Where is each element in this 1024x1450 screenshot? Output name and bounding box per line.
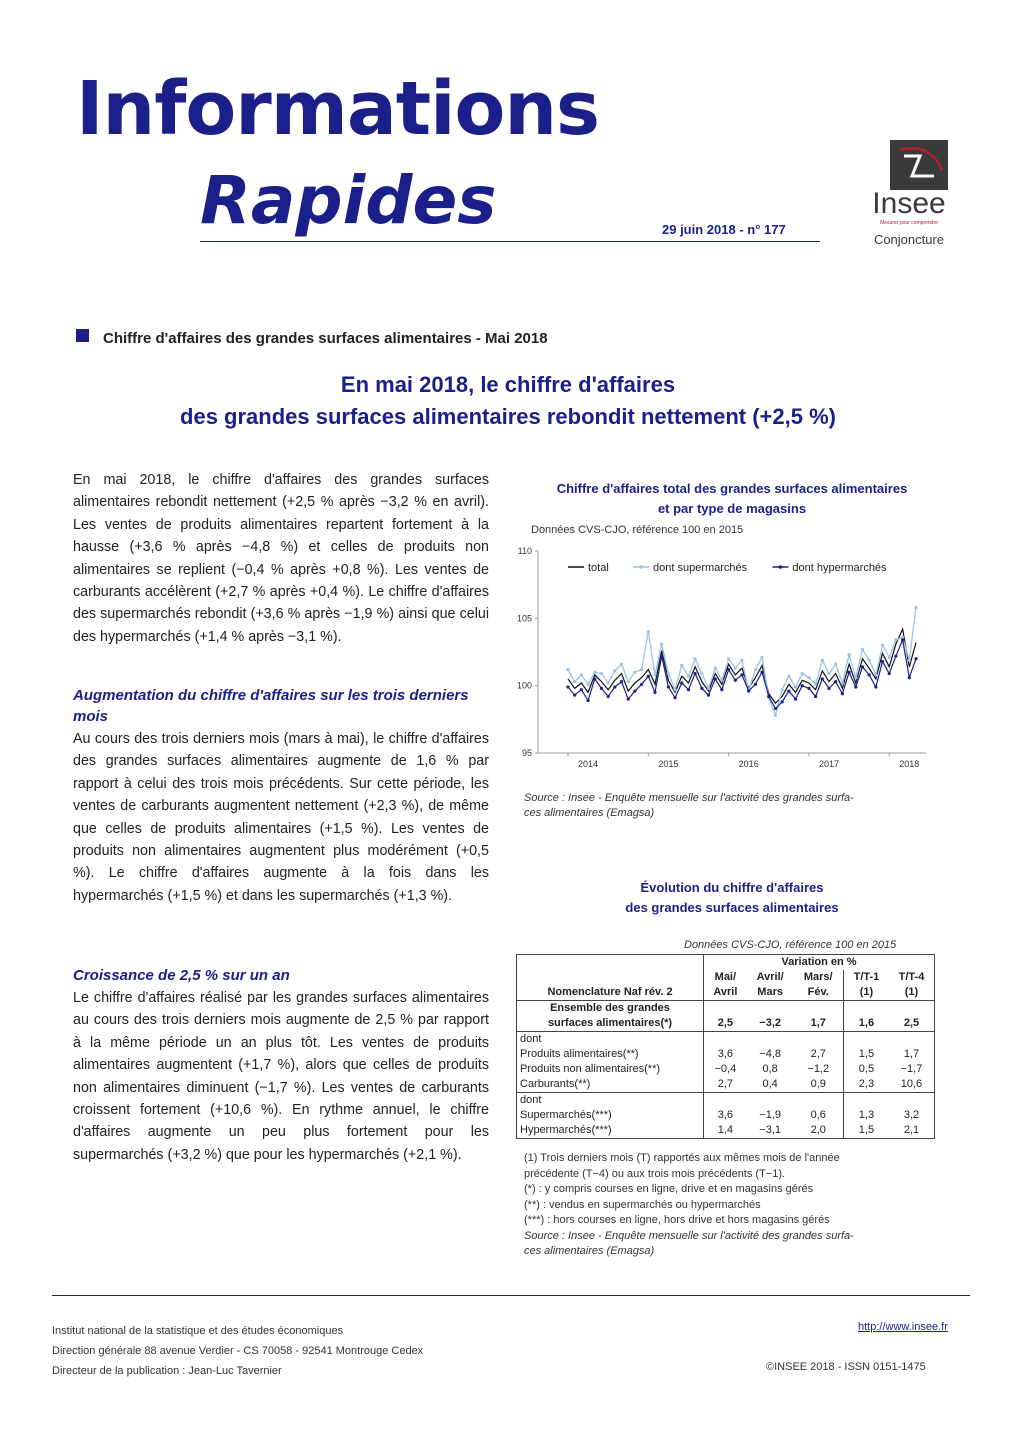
series-1-point: [633, 671, 636, 674]
series-2-point: [901, 638, 904, 641]
masthead-title-informations: Informations: [76, 66, 600, 152]
insee-logo-name: Insee: [872, 187, 946, 220]
series-2-point: [707, 693, 710, 696]
series-1-point: [707, 687, 710, 690]
y-tick-label: 110: [517, 546, 532, 556]
y-tick-label: 105: [516, 613, 532, 624]
series-2-point: [740, 673, 743, 676]
series-2-point: [754, 683, 757, 686]
series-2-point: [747, 689, 750, 692]
series-1-point: [787, 675, 790, 678]
series-2-point: [620, 680, 623, 683]
footer-rule: [52, 1295, 970, 1296]
table-row-fuel: Carburants(**) 2,7 0,4 0,9 2,3 10,6: [517, 1077, 935, 1093]
series-1-point: [566, 668, 569, 671]
chart-source-line-1: Source : Insee - Enquête mensuelle sur l'activité des grandes surfa-: [524, 792, 854, 804]
series-1-point: [854, 676, 857, 679]
table-title-line-2: des grandes surfaces alimentaires: [625, 900, 839, 915]
footnote-2: (*) : y compris courses en ligne, drive et en magasins gérés: [524, 1183, 814, 1196]
table-source-line-2: ces alimentaires (Emagsa): [524, 1244, 655, 1257]
series-2-point: [580, 688, 583, 691]
footer-url-link[interactable]: http://www.insee.fr: [858, 1321, 948, 1333]
table-row-total: Ensemble des grandes surfaces alimentaires(*) 2,5 −3,2 1,7 1,6 2,5: [517, 1001, 935, 1032]
y-tick-label: 100: [516, 680, 532, 691]
series-2-point: [914, 657, 917, 660]
series-2-point: [586, 699, 589, 702]
series-1-point: [881, 644, 884, 647]
series-1-point: [841, 681, 844, 684]
series-1-point: [794, 685, 797, 688]
group-header: Variation en %: [704, 955, 935, 971]
paragraph-one-year: Le chiffre d'affaires réalisé par les grandes surfaces alimentaires au cours des trois derniers mois augmente de 2,5 % par rapport à la même période un an plus tôt. Les ventes de produits alimentaires augmentent (+1,7 %), alors que celles de produits non alimentaires diminuent (−1,7 %). Les ventes de carburants croissent fortement (+10,6 %). En rythme annuel, le chiffre d'affaires augmente un peu plus fortement pour les supermarchés (+3,2 %) que pour les hypermarchés (+2,1 %).: [73, 990, 489, 1163]
series-1-point: [667, 672, 670, 675]
series-2-point: [627, 698, 630, 701]
series-2-point: [814, 695, 817, 698]
series-1-point: [740, 658, 743, 661]
series-1-point: [734, 667, 737, 670]
series-2-point: [573, 693, 576, 696]
table-row-nonfood: Produits non alimentaires(**) −0,4 0,8 −1,2 0,5 −1,7: [517, 1062, 935, 1077]
series-2-point: [687, 688, 690, 691]
series-2-point: [868, 673, 871, 676]
series-2-point: [908, 676, 911, 679]
series-1-point: [781, 688, 784, 691]
series-2-point: [774, 707, 777, 710]
series-2-point: [700, 687, 703, 690]
table-header-row-2: Mai/ Avril Avril/ Mars Mars/ Fév. T/T-1 (1) T/T-4 (1): [517, 970, 935, 1001]
series-2-point: [760, 671, 763, 674]
series-1-point: [647, 630, 650, 633]
series-1-point: [821, 658, 824, 661]
series-2-point: [727, 668, 730, 671]
series-1-point: [720, 679, 723, 682]
series-1-point: [908, 658, 911, 661]
table-row-dont-1: dont: [517, 1032, 935, 1048]
series-1-point: [600, 672, 603, 675]
paragraph-intro: En mai 2018, le chiffre d'affaires des grandes surfaces alimentaires rebondit nettement (+2,5 % après −3,2 % en avril). Les ventes de produits alimentaires repartent fortement à la hausse (+3,6 % après −4,8 %) et celles de produits non alimentaires se replient (−0,4 % après +0,8 %). Les ventes de carburants accélèrent (+2,7 % après +0,4 %). Le chiffre d'affaires des supermarchés rebondit (+3,6 % après −1,9 %) ainsi que celui des hypermarchés (+1,4 % après −3,1 %).: [73, 472, 489, 645]
subheading-one-year: Croissance de 2,5 % sur un an: [73, 967, 290, 984]
chart-title-line-2: et par type de magasins: [657, 501, 807, 516]
series-2-point: [694, 672, 697, 675]
series-2-point: [854, 685, 857, 688]
line-chart: [516, 541, 936, 776]
chart-title-line-1: Chiffre d'affaires total des grandes surfaces alimentaires: [556, 481, 908, 496]
series-1-point: [827, 672, 830, 675]
x-tick-label: 2014: [578, 759, 599, 769]
kicker: Chiffre d'affaires des grandes surfaces alimentaires - Mai 2018: [103, 330, 548, 347]
series-1-point: [847, 653, 850, 656]
insee-logo-tagline: Mesurer pour comprendre: [880, 220, 938, 226]
footer-line-1: Institut national de la statistique et des études économiques: [52, 1325, 344, 1337]
legend-label-0: total: [588, 562, 609, 574]
insee-logo-subtitle: Conjoncture: [873, 232, 945, 247]
series-1-point: [700, 672, 703, 675]
series-1-point: [627, 680, 630, 683]
series-1-point: [580, 673, 583, 676]
row-header: Nomenclature Naf rév. 2: [517, 955, 704, 1001]
table-row-hypermarkets: Hypermarchés(***) 1,4 −3,1 2,0 1,5 2,1: [517, 1123, 935, 1139]
issue-date: 29 juin 2018 - n° 177: [662, 222, 786, 237]
chart-source: [524, 791, 854, 821]
series-1-point: [801, 672, 804, 675]
series-2-point: [781, 700, 784, 703]
series-2-point: [834, 680, 837, 683]
table-source-line-1: Source : Insee - Enquête mensuelle sur l'activité des grandes surfa-: [524, 1229, 854, 1242]
x-tick-label: 2015: [658, 759, 679, 769]
series-1-point: [774, 714, 777, 717]
x-tick-label: 2018: [899, 759, 920, 769]
masthead-title-rapides: Rapides: [200, 162, 497, 239]
series-1-point: [593, 671, 596, 674]
series-2-point: [667, 685, 670, 688]
series-1-point: [613, 669, 616, 672]
series-2-point: [794, 698, 797, 701]
legend-marker-1: [639, 565, 643, 569]
series-2-point: [714, 677, 717, 680]
series-1-point: [834, 663, 837, 666]
headline-line-1: En mai 2018, le chiffre d'affaires: [340, 372, 676, 397]
table-header-row-1: [517, 955, 935, 971]
series-2-point: [593, 677, 596, 680]
series-1-point: [680, 664, 683, 667]
series-2-point: [647, 675, 650, 678]
table-row-dont-2: dont: [517, 1093, 935, 1109]
masthead-rule: [200, 241, 820, 242]
series-2-point: [821, 677, 824, 680]
series-2-point: [807, 687, 810, 690]
table-footnotes: [524, 1151, 854, 1259]
series-2-point: [600, 687, 603, 690]
series-2-point: [827, 687, 830, 690]
footer-address: [52, 1321, 423, 1381]
footnote-4: (***) : hors courses en ligne, hors drive et hors magasins gérés: [524, 1214, 830, 1227]
series-1-point: [714, 667, 717, 670]
series-2-point: [841, 692, 844, 695]
series-2-point: [801, 684, 804, 687]
series-1-point: [861, 648, 864, 651]
series-2-point: [861, 665, 864, 668]
legend-label-1: dont supermarchés: [653, 562, 748, 574]
series-1-point: [586, 683, 589, 686]
kicker-bullet-icon: [76, 329, 89, 342]
table-title-line-1: Évolution du chiffre d'affaires: [640, 880, 824, 895]
series-1-point: [640, 668, 643, 671]
legend-label-2: dont hypermarchés: [792, 562, 887, 574]
footnote-1b: précédente (T−4) ou aux trois mois précédents (T−1).: [524, 1167, 786, 1180]
series-1-point: [620, 663, 623, 666]
series-2-point: [847, 671, 850, 674]
series-2-point: [653, 691, 656, 694]
series-2-point: [673, 696, 676, 699]
table-row-food: Produits alimentaires(**) 3,6 −4,8 2,7 1,5 1,7: [517, 1047, 935, 1062]
series-2-point: [874, 685, 877, 688]
table-note: Données CVS-CJO, référence 100 en 2015: [684, 939, 897, 951]
series-2-point: [881, 660, 884, 663]
series-2-point: [680, 681, 683, 684]
series-1-point: [760, 656, 763, 659]
series-1-point: [660, 642, 663, 645]
series-1-point: [868, 658, 871, 661]
series-2-point: [660, 654, 663, 657]
series-2-point: [720, 688, 723, 691]
series-1-point: [874, 673, 877, 676]
series-1-point: [807, 676, 810, 679]
series-2-point: [888, 672, 891, 675]
footer-copyright: ©INSEE 2018 - ISSN 0151-1475: [766, 1361, 926, 1373]
variation-table: [516, 954, 935, 1139]
series-1-point: [814, 683, 817, 686]
series-1-point: [754, 668, 757, 671]
headline: [60, 369, 956, 433]
chart-source-line-2: ces alimentaires (Emagsa): [524, 807, 655, 819]
series-2-point: [607, 695, 610, 698]
footnote-3: (**) : vendus en supermarchés ou hypermarchés: [524, 1198, 761, 1211]
footnote-1a: (1) Trois derniers mois (T) rapportés aux mêmes mois de l'année: [524, 1152, 840, 1164]
series-2-point: [633, 689, 636, 692]
legend-marker-2: [779, 565, 783, 569]
series-1-point: [687, 675, 690, 678]
series-2-point: [566, 685, 569, 688]
table-row-supermarkets: Supermarchés(***) 3,6 −1,9 0,6 1,3 3,2: [517, 1108, 935, 1123]
series-1-point: [673, 688, 676, 691]
chart-note: Données CVS-CJO, référence 100 en 2015: [531, 524, 744, 536]
x-tick-label: 2017: [818, 759, 840, 769]
subheading-three-months: Augmentation du chiffre d'affaires sur les trois derniers mois: [73, 687, 469, 725]
table-title: [512, 878, 952, 918]
series-2-point: [787, 689, 790, 692]
series-2-point: [613, 685, 616, 688]
series-2-point: [640, 683, 643, 686]
series-1-point: [894, 638, 897, 641]
series-1-point: [914, 606, 917, 609]
series-1-point: [888, 656, 891, 659]
x-tick-label: 2016: [738, 759, 759, 769]
series-2-point: [767, 695, 770, 698]
footer-line-2: Direction générale 88 avenue Verdier - CS 70058 - 92541 Montrouge Cedex: [52, 1345, 424, 1357]
series-1-point: [573, 680, 576, 683]
series-1-point: [653, 673, 656, 676]
series-2-point: [894, 654, 897, 657]
chart-title: [512, 479, 952, 519]
series-1-point: [727, 657, 730, 660]
insee-logo-icon: [890, 140, 948, 190]
footer-line-3: Directeur de la publication : Jean-Luc Tavernier: [52, 1365, 282, 1377]
y-tick-label: 95: [521, 748, 532, 758]
paragraph-three-months: Au cours des trois derniers mois (mars à mai), le chiffre d'affaires des grandes surfaces alimentaires augmente de 1,6 % par rapport à celui des trois mois précédents. Sur cette période, les ventes de carburants augmentent nettement (+2,3 %), de même que celles de produits alimentaires (+1,5 %). Les ventes de produits non alimentaires augmentent plus modérément (+0,5 %). Le chiffre d'affaires augmente à la fois dans les hypermarchés (+1,5 %) et dans les supermarchés (+1,3 %).: [73, 731, 489, 904]
series-1-point: [694, 657, 697, 660]
headline-line-2: des grandes surfaces alimentaires rebondit nettement (+2,5 %): [180, 404, 836, 429]
series-2-point: [734, 679, 737, 682]
series-1-point: [607, 681, 610, 684]
